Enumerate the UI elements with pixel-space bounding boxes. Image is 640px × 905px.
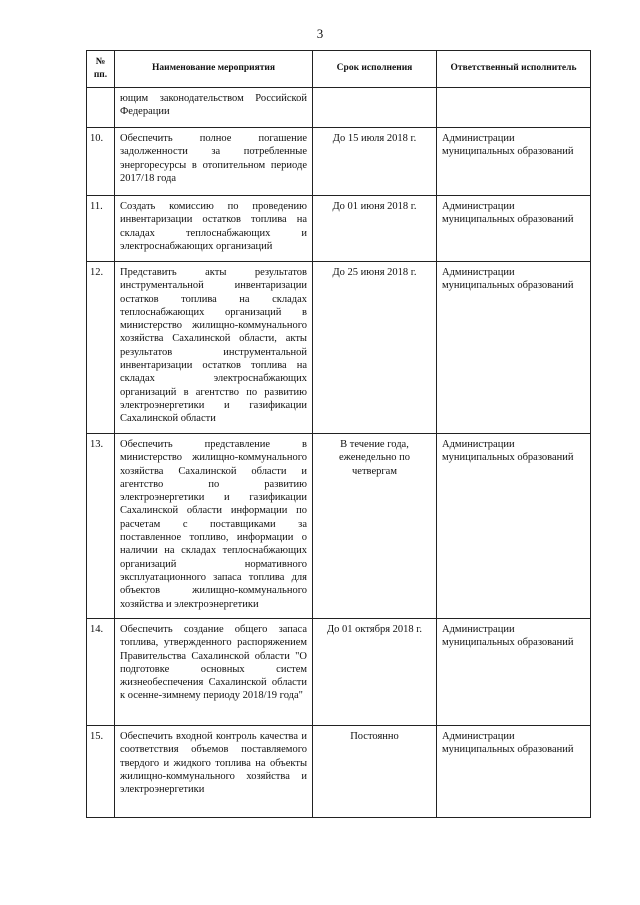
row-deadline: Постоянно xyxy=(313,726,437,818)
row-num: 11. xyxy=(87,196,115,262)
row-num: 14. xyxy=(87,619,115,726)
row-num: 13. xyxy=(87,434,115,619)
table-row xyxy=(87,88,591,128)
header-name: Наименование мероприятия xyxy=(115,51,313,88)
row-responsible: Администрации муниципальных образований xyxy=(437,726,591,818)
row-num: 15. xyxy=(87,726,115,818)
row-responsible: Администрации муниципальных образований xyxy=(437,434,591,619)
row-name: Обеспечить входной контроль качества и соответствия объемов поставляемого твердого и жидкого топлива на объекты жилищно-коммунального хозяйства и электроэнергетики xyxy=(115,726,313,818)
row-responsible: Администрации муниципальных образований xyxy=(437,619,591,726)
header-num: № пп. xyxy=(87,51,115,88)
table-header-row xyxy=(87,51,591,88)
header-responsible: Ответственный исполнитель xyxy=(437,51,591,88)
row-deadline: В течение года, еженедельно по четвергам xyxy=(313,434,437,619)
table-row xyxy=(87,262,591,434)
row-name: ющим законодательством Российской Федерации xyxy=(115,88,313,128)
table-row xyxy=(87,434,591,619)
row-num: 10. xyxy=(87,128,115,196)
row-responsible xyxy=(437,88,591,128)
table-row xyxy=(87,196,591,262)
row-responsible: Администрации муниципальных образований xyxy=(437,262,591,434)
row-name: Создать комиссию по проведению инвентаризации остатков топлива на складах теплоснабжающих и электроснабжающих организаций xyxy=(115,196,313,262)
row-deadline: До 01 октября 2018 г. xyxy=(313,619,437,726)
table-row xyxy=(87,726,591,818)
row-num: 12. xyxy=(87,262,115,434)
row-deadline: До 01 июня 2018 г. xyxy=(313,196,437,262)
row-name: Представить акты результатов инструментальной инвентаризации остатков топлива на складах теплоснабжающих организаций в министерство жилищно-коммунального хозяйства Сахалинской области, акты результатов инструментальной инвентаризации остатков топлива на складах электроснабжающих организаций в агентство по развитию электроэнергетики и газификации Сахалинской области xyxy=(115,262,313,434)
row-num xyxy=(87,88,115,128)
action-plan-table xyxy=(86,50,591,818)
row-name: Обеспечить создание общего запаса топлива, утвержденного распоряжением Правительства Сахалинской области "О подготовке основных систем жизнеобеспечения Сахалинской области к осенне-зимнему периоду 2018/19 года" xyxy=(115,619,313,726)
row-deadline xyxy=(313,88,437,128)
table-row xyxy=(87,128,591,196)
header-deadline: Срок исполнения xyxy=(313,51,437,88)
table-row xyxy=(87,619,591,726)
page-number: 3 xyxy=(316,26,324,41)
row-deadline: До 25 июня 2018 г. xyxy=(313,262,437,434)
row-name: Обеспечить полное погашение задолженности за потребленные энергоресурсы в отопительном периоде 2017/18 года xyxy=(115,128,313,196)
row-responsible: Администрации муниципальных образований xyxy=(437,196,591,262)
row-deadline: До 15 июля 2018 г. xyxy=(313,128,437,196)
row-responsible: Администрации муниципальных образований xyxy=(437,128,591,196)
row-name: Обеспечить представление в министерство жилищно-коммунального хозяйства Сахалинской области и агентство по развитию электроэнергетики и газификации Сахалинской области информации по расчетам с поставщиками за поставленное топливо, информации о наличии на складах теплоснабжающих организаций нормативного эксплуатационного запаса топлива для объектов жилищно-коммунального хозяйства и электроэнергетики xyxy=(115,434,313,619)
